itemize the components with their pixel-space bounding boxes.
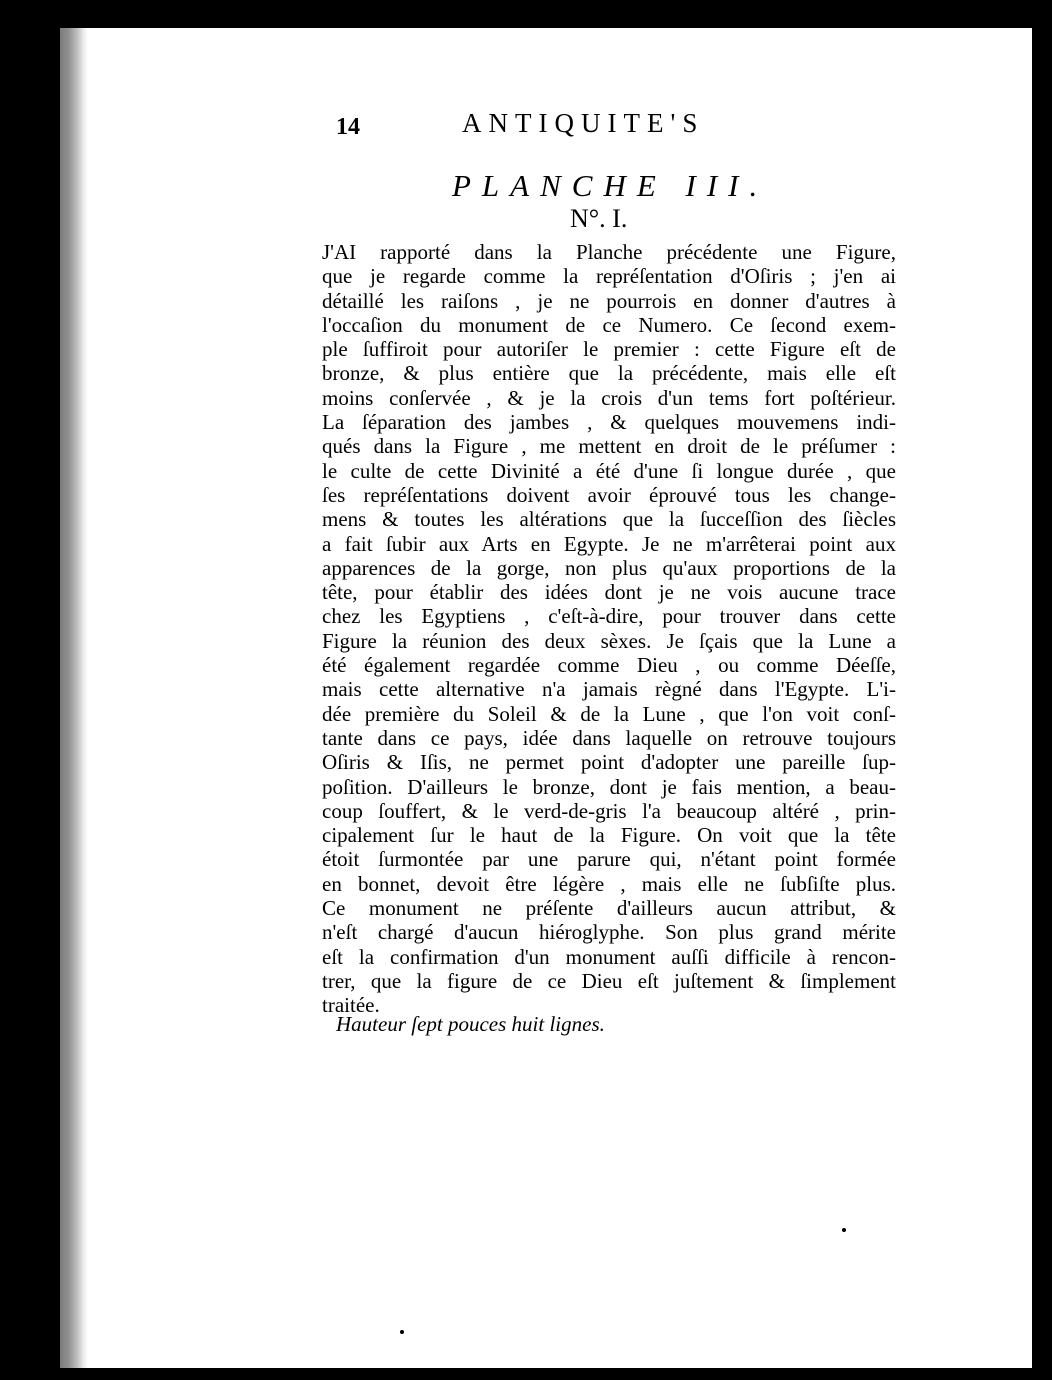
- text-line: Oſiris & Iſis, ne permet point d'adopter une pareille ſup-: [322, 750, 896, 775]
- text-line: trer, que la figure de ce Dieu eſt juſtement & ſimplement: [322, 968, 896, 993]
- text-line: bronze, & plus entière que la précédente, mais elle eſt: [322, 361, 896, 386]
- text-line: tante dans ce pays, idée dans laquelle on retrouve toujours: [322, 725, 896, 750]
- text-line: La ſéparation des jambes , & quelques mouvemens indi-: [322, 410, 896, 435]
- printing-speck: [400, 1330, 404, 1334]
- text-line: tête, pour établir des idées dont je ne vois aucune trace: [322, 580, 896, 605]
- text-line: étoit ſurmontée par une parure qui, n'étant point formée: [322, 847, 896, 872]
- text-line: ſes repréſentations doivent avoir éprouvé tous les change-: [322, 482, 896, 507]
- text-line: l'occaſion du monument de ce Numero. Ce ſecond exem-: [322, 312, 896, 337]
- text-line: le culte de cette Divinité a été d'une ſi longue durée , que: [322, 458, 896, 483]
- text-line: traitée.: [322, 993, 380, 1018]
- text-line: apparences de la gorge, non plus qu'aux proportions de la: [322, 555, 896, 580]
- text-line: J'AI rapporté dans la Planche précédente une Figure,: [322, 240, 896, 264]
- printing-speck: [842, 1228, 846, 1232]
- page-gutter-shadow: [60, 28, 88, 1368]
- page-number: 14: [336, 114, 360, 140]
- text-line: coup ſouffert, & le verd-de-gris l'a beaucoup altéré , prin-: [322, 798, 896, 823]
- plate-title: PLANCHE III.: [452, 168, 769, 203]
- text-line: Figure la réunion des deux sèxes. Je ſçais que la Lune a: [322, 628, 896, 653]
- text-line: mens & toutes les altérations que la ſucceſſion des ſiècles: [322, 507, 896, 532]
- text-line: a fait ſubir aux Arts en Egypte. Je ne m'arrêterai point aux: [322, 531, 896, 556]
- text-line: moins conſervée , & je la crois d'un tems fort poſtérieur.: [322, 385, 896, 410]
- text-line: détaillé les raiſons , je ne pourrois en donner d'autres à: [322, 288, 896, 313]
- text-line: mais cette alternative n'a jamais règné dans l'Egypte. L'i-: [322, 677, 896, 702]
- text-line: qués dans la Figure , me mettent en droit de le préſumer :: [322, 434, 896, 459]
- text-line: que je regarde comme la repréſentation d'Oſiris ; j'en ai: [322, 264, 896, 289]
- text-line: cipalement ſur le haut de la Figure. On voit que la tête: [322, 823, 896, 848]
- body-text: [322, 240, 896, 1018]
- text-line: Ce monument ne préſente d'ailleurs aucun attribut, &: [322, 896, 896, 921]
- page-header: [336, 108, 876, 152]
- dimensions-caption: Hauteur ſept pouces huit lignes.: [336, 1012, 605, 1036]
- text-line: chez les Egyptiens , c'eſt-à-dire, pour trouver dans cette: [322, 604, 896, 629]
- running-title: ANTIQUITE'S: [462, 108, 705, 138]
- text-line: poſition. D'ailleurs le bronze, dont je fais mention, a beau-: [322, 774, 896, 799]
- text-line: ple ſuffiroit pour autoriſer le premier : cette Figure eſt de: [322, 337, 896, 362]
- text-line: été également regardée comme Dieu , ou comme Déeſſe,: [322, 653, 896, 678]
- text-line: n'eſt chargé d'aucun hiéroglyphe. Son plus grand mérite: [322, 920, 896, 945]
- text-line: dée première du Soleil & de la Lune , que l'on voit conſ-: [322, 701, 896, 726]
- text-line: en bonnet, devoit être légère , mais elle ne ſubſiſte plus.: [322, 871, 896, 896]
- text-line: eſt la confirmation d'un monument auſſi difficile à rencon-: [322, 944, 896, 969]
- plate-number: N°. I.: [570, 204, 628, 233]
